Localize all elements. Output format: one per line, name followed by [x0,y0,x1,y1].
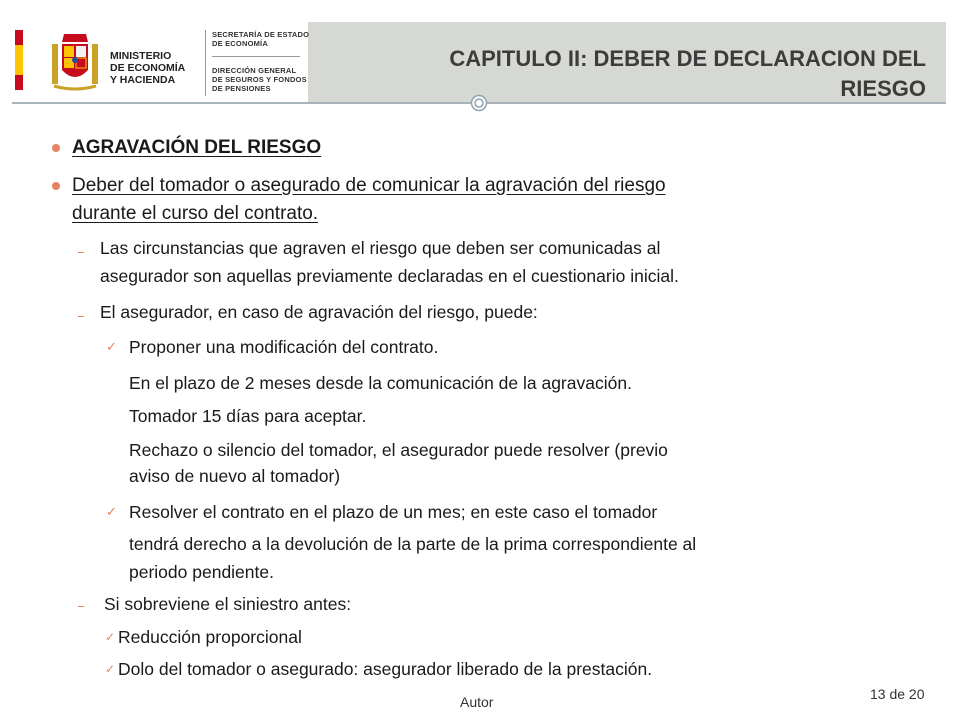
dash-icon [78,252,84,253]
check-item-1: Proponer una modificación del contrato. [129,337,439,357]
target-icon [470,94,488,112]
dash-icon [78,316,84,317]
check-item-2-line-2: tendrá derecho a la devolución de la parte de la prima correspondiente al [129,534,697,554]
plain-item-3-line-2: aviso de nuevo al tomador) [129,466,341,486]
slide-title: CAPITULO II: DEBER DE DECLARACION DEL RIESGO [449,46,926,101]
check-icon: ✓ [105,662,116,676]
flag-icon [15,30,23,90]
heading-agravacion: AGRAVACIÓN DEL RIESGO [72,137,322,158]
check-item-3: Reducción proporcional [118,627,302,647]
sub-item-3: Si sobreviene el siniestro antes: [104,594,352,614]
logo-divider [205,30,206,96]
ministry-name: MINISTERIO DE ECONOMÍA Y HACIENDA [110,50,186,86]
secretaria-divider [212,56,300,57]
check-icon: ✓ [106,339,117,354]
coat-of-arms-icon [50,30,100,94]
check-icon: ✓ [106,504,117,519]
check-item-2-line-1: Resolver el contrato en el plazo de un mes; en este caso el tomador [129,502,658,522]
sub-item-1-line-2: asegurador son aquellas previamente declaradas en el cuestionario inicial. [100,266,679,286]
sub-item-2: El asegurador, en caso de agravación del riesgo, puede: [100,302,538,322]
footer-author: Autor [460,694,494,710]
direccion-general-name: DIRECCIÓN GENERAL DE SEGUROS Y FONDOS DE PENSIONES [212,66,307,93]
check-item-4: Dolo del tomador o asegurado: asegurador liberado de la prestación. [118,659,653,679]
secretaria-name: SECRETARÍA DE ESTADO DE ECONOMÍA [212,30,310,48]
duty-line-1: Deber del tomador o asegurado de comunicar la agravación del riesgo [72,175,666,196]
sub-item-1-line-1: Las circunstancias que agraven el riesgo que deben ser comunicadas al [100,238,661,258]
check-icon: ✓ [105,630,116,644]
duty-line-2: durante el curso del contrato. [72,203,319,224]
bullet-dot-icon [52,144,60,152]
dash-icon [78,606,84,607]
plain-item-1: En el plazo de 2 meses desde la comunicación de la agravación. [129,373,632,393]
bullet-dot-icon [52,182,60,190]
page-number: 13 de 20 [870,686,925,702]
check-item-2-line-3: periodo pendiente. [129,562,274,582]
plain-item-3-line-1: Rechazo o silencio del tomador, el asegurador puede resolver (previo [129,440,668,460]
plain-item-2: Tomador 15 días para aceptar. [129,406,367,426]
